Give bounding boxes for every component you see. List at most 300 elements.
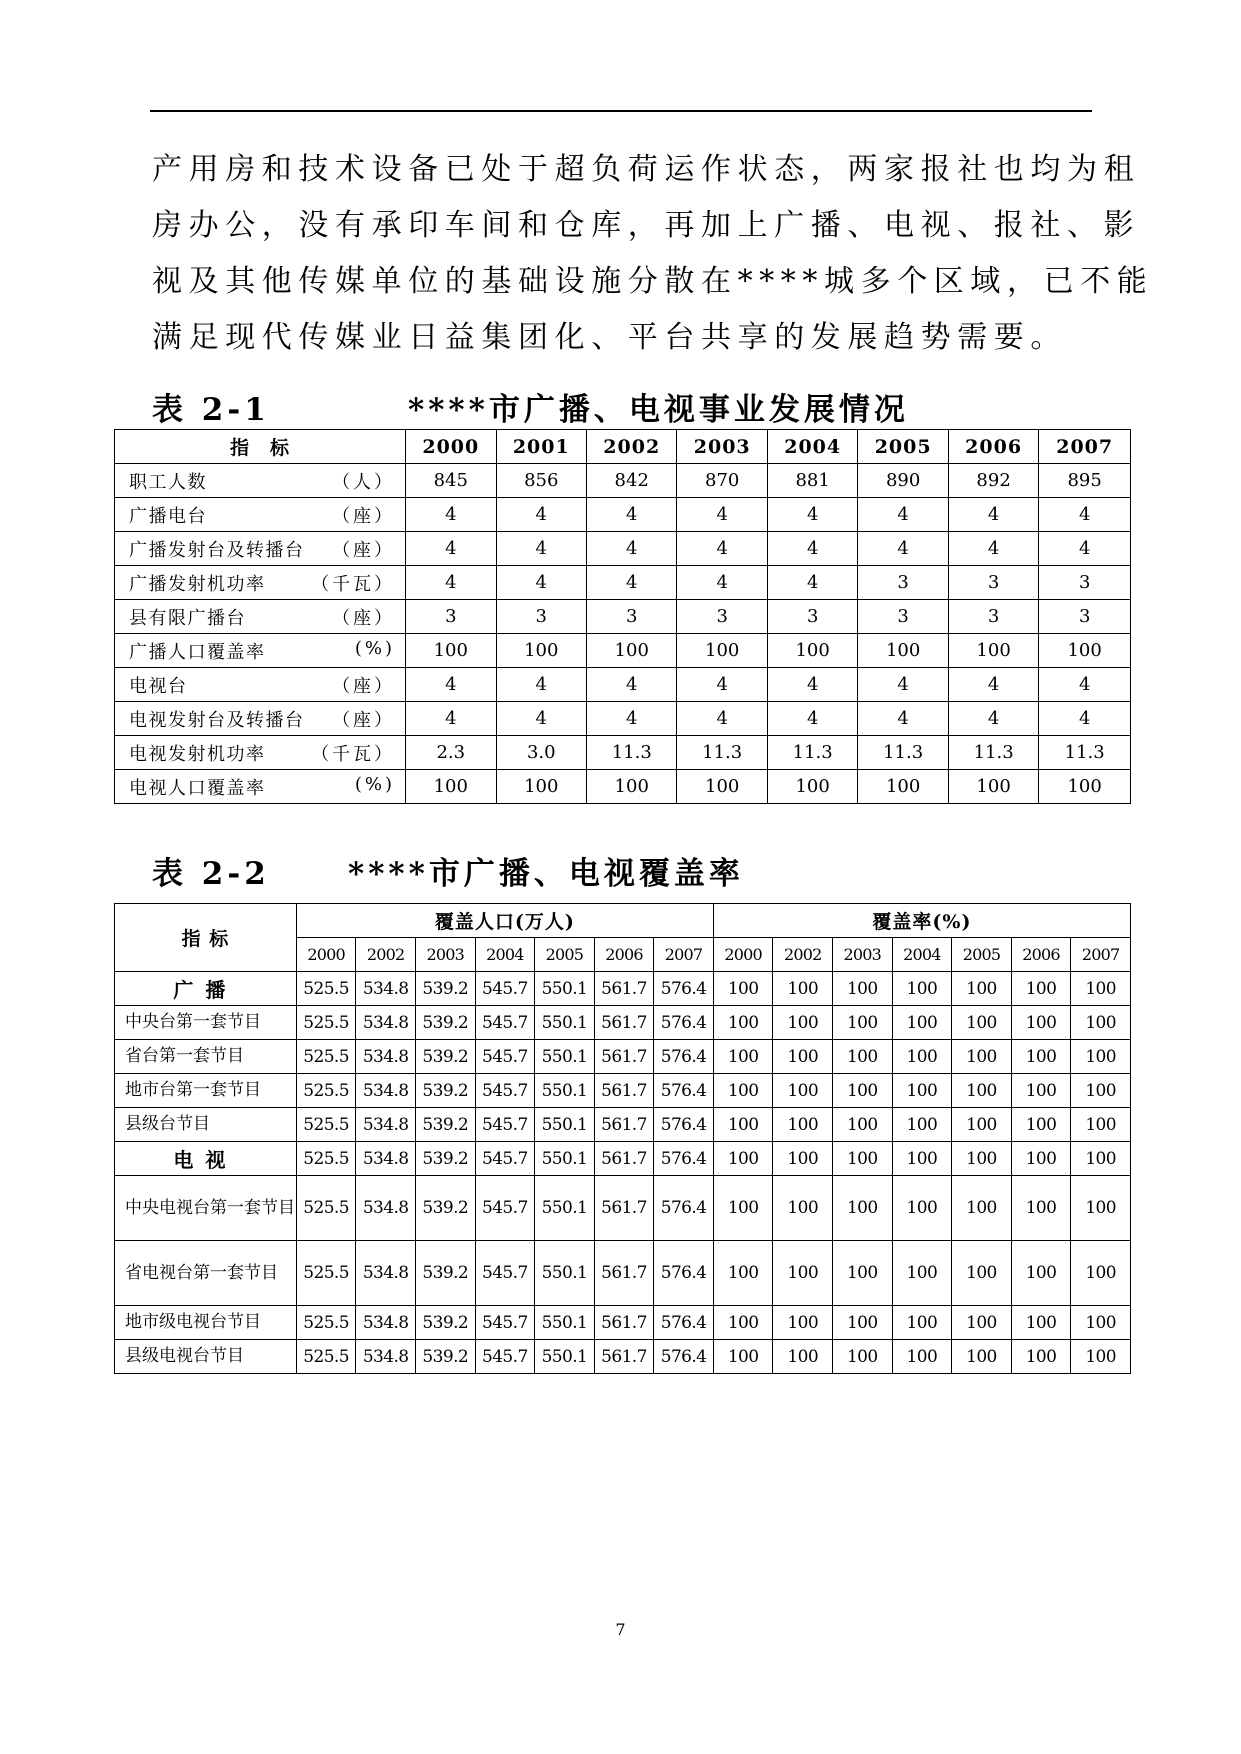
table-cell: 4 [767, 668, 857, 702]
row-label: 地市级电视台节目 [115, 1306, 297, 1340]
population-cell: 539.2 [415, 1241, 475, 1306]
population-cell: 525.5 [296, 972, 356, 1006]
table-cell: 3 [677, 600, 767, 634]
rate-cell: 100 [713, 1241, 773, 1306]
table-cell: 100 [406, 634, 496, 668]
row-label [115, 702, 406, 736]
table-cell: 3 [858, 566, 948, 600]
rate-cell: 100 [833, 1176, 893, 1241]
table-row [115, 702, 1131, 736]
population-cell: 539.2 [415, 1108, 475, 1142]
table-cell: 890 [858, 464, 948, 498]
table-cell: 100 [1039, 770, 1131, 804]
rate-cell: 100 [952, 1176, 1012, 1241]
table-cell: 870 [677, 464, 767, 498]
table-row [115, 668, 1131, 702]
rate-cell: 100 [952, 1074, 1012, 1108]
population-cell: 525.5 [296, 1074, 356, 1108]
row-name: 广播发射台及转播台 [129, 539, 305, 561]
population-cell: 525.5 [296, 1108, 356, 1142]
row-label: 中央台第一套节目 [115, 1006, 297, 1040]
table-cell: 100 [767, 634, 857, 668]
table-cell: 3 [1039, 566, 1131, 600]
rate-cell: 100 [1071, 1108, 1131, 1142]
rate-cell: 100 [713, 1176, 773, 1241]
rate-cell: 100 [713, 1108, 773, 1142]
row-unit: （座） [332, 539, 396, 561]
year-header: 2007 [1039, 430, 1131, 464]
rate-cell: 100 [892, 1340, 952, 1374]
rate-cell: 100 [1011, 1142, 1071, 1176]
population-cell: 561.7 [594, 1108, 654, 1142]
table-cell: 3 [406, 600, 496, 634]
table-cell: 4 [677, 532, 767, 566]
population-cell: 561.7 [594, 1142, 654, 1176]
table-cell: 3 [858, 600, 948, 634]
row-label: 省电视台第一套节目 [115, 1241, 297, 1306]
row-name: 广播电台 [129, 505, 207, 527]
year-header-population: 2000 [296, 938, 356, 972]
table-row [115, 1306, 1131, 1340]
table-cell: 3 [587, 600, 677, 634]
year-header: 2000 [406, 430, 496, 464]
row-unit: （千瓦） [311, 743, 396, 765]
population-cell: 550.1 [535, 1040, 595, 1074]
rate-cell: 100 [833, 1340, 893, 1374]
table-cell: 11.3 [587, 736, 677, 770]
population-cell: 539.2 [415, 1006, 475, 1040]
table-row [115, 566, 1131, 600]
population-cell: 561.7 [594, 1176, 654, 1241]
row-label [115, 464, 406, 498]
population-cell: 545.7 [475, 972, 535, 1006]
rate-cell: 100 [952, 1142, 1012, 1176]
year-header: 2003 [677, 430, 767, 464]
population-cell: 561.7 [594, 1074, 654, 1108]
rate-cell: 100 [1011, 1108, 1071, 1142]
year-header-population: 2004 [475, 938, 535, 972]
table2-caption-title: ****市广播、电视覆盖率 [348, 856, 744, 892]
table-cell: 4 [948, 668, 1038, 702]
table-cell: 4 [406, 566, 496, 600]
population-cell: 576.4 [654, 972, 714, 1006]
rate-cell: 100 [713, 1006, 773, 1040]
paragraph-line: 房办公，没有承印车间和仓库，再加上广播、电视、报社、影 [152, 208, 1141, 243]
population-cell: 576.4 [654, 1074, 714, 1108]
table-cell: 100 [1039, 634, 1131, 668]
population-cell: 576.4 [654, 1340, 714, 1374]
row-name: 广播人口覆盖率 [129, 641, 266, 663]
rate-cell: 100 [773, 1006, 833, 1040]
table-cell: 4 [496, 668, 586, 702]
table-cell: 4 [858, 532, 948, 566]
rate-cell: 100 [773, 1040, 833, 1074]
rate-cell: 100 [1071, 1176, 1131, 1241]
group-row-label: 广播 [115, 972, 297, 1006]
table-cell: 11.3 [948, 736, 1038, 770]
population-cell: 545.7 [475, 1074, 535, 1108]
rate-cell: 100 [1071, 1074, 1131, 1108]
rate-cell: 100 [713, 1142, 773, 1176]
row-unit: (%) [354, 637, 396, 659]
table-row [115, 1040, 1131, 1074]
table1-caption-title: ****市广播、电视事业发展情况 [408, 392, 909, 428]
population-cell: 550.1 [535, 1074, 595, 1108]
population-cell: 525.5 [296, 1241, 356, 1306]
table-cell: 100 [677, 634, 767, 668]
rate-cell: 100 [1011, 1340, 1071, 1374]
rate-cell: 100 [773, 1306, 833, 1340]
population-cell: 525.5 [296, 1340, 356, 1374]
table-cell: 4 [677, 668, 767, 702]
rate-cell: 100 [1071, 1340, 1131, 1374]
year-header-population: 2007 [654, 938, 714, 972]
table-cell: 11.3 [677, 736, 767, 770]
rate-cell: 100 [952, 972, 1012, 1006]
table-broadcast-tv-coverage [114, 903, 1131, 1374]
rate-cell: 100 [773, 1176, 833, 1241]
table-cell: 842 [587, 464, 677, 498]
rate-cell: 100 [1071, 1040, 1131, 1074]
rate-cell: 100 [892, 1306, 952, 1340]
table-cell: 11.3 [1039, 736, 1131, 770]
rate-cell: 100 [1071, 1241, 1131, 1306]
row-label [115, 668, 406, 702]
rate-cell: 100 [833, 1108, 893, 1142]
table-cell: 4 [496, 702, 586, 736]
population-cell: 539.2 [415, 1040, 475, 1074]
table-row [115, 1108, 1131, 1142]
population-cell: 545.7 [475, 1241, 535, 1306]
population-cell: 550.1 [535, 1241, 595, 1306]
population-cell: 550.1 [535, 1142, 595, 1176]
rate-cell: 100 [1011, 1176, 1071, 1241]
rate-cell: 100 [952, 1340, 1012, 1374]
table-row [115, 736, 1131, 770]
rate-cell: 100 [952, 1108, 1012, 1142]
rate-cell: 100 [773, 1074, 833, 1108]
rate-cell: 100 [952, 1241, 1012, 1306]
table-cell: 4 [1039, 668, 1131, 702]
year-header-population: 2006 [594, 938, 654, 972]
table-row [115, 1142, 1131, 1176]
row-label: 省台第一套节目 [115, 1040, 297, 1074]
rate-cell: 100 [1071, 1006, 1131, 1040]
population-cell: 534.8 [356, 1142, 416, 1176]
table-cell: 4 [948, 702, 1038, 736]
year-header: 2005 [858, 430, 948, 464]
population-cell: 534.8 [356, 1241, 416, 1306]
population-cell: 534.8 [356, 1006, 416, 1040]
row-name: 电视台 [129, 675, 188, 697]
table-cell: 100 [496, 634, 586, 668]
year-header-rate: 2007 [1071, 938, 1131, 972]
rate-cell: 100 [1071, 972, 1131, 1006]
table-cell: 11.3 [767, 736, 857, 770]
table-broadcast-tv-development [114, 429, 1131, 804]
rate-cell: 100 [833, 1142, 893, 1176]
table1-caption-number: 表 2-1 [152, 392, 270, 428]
paragraph-line: 视及其他传媒单位的基础设施分散在****城多个区域，已不能 [152, 264, 1154, 299]
population-cell: 525.5 [296, 1176, 356, 1241]
population-cell: 525.5 [296, 1142, 356, 1176]
year-header-rate: 2003 [833, 938, 893, 972]
row-unit: （人） [332, 471, 396, 493]
year-header-population: 2005 [535, 938, 595, 972]
table-row [115, 1006, 1131, 1040]
group-header-population: 覆盖人口(万人) [296, 904, 713, 938]
population-cell: 550.1 [535, 1108, 595, 1142]
table-cell: 2.3 [406, 736, 496, 770]
population-cell: 534.8 [356, 972, 416, 1006]
table-cell: 3 [496, 600, 586, 634]
table-cell: 856 [496, 464, 586, 498]
rate-cell: 100 [773, 1108, 833, 1142]
table-cell: 3 [1039, 600, 1131, 634]
rate-cell: 100 [892, 1108, 952, 1142]
table-cell: 4 [767, 566, 857, 600]
rate-cell: 100 [833, 1306, 893, 1340]
table-cell: 100 [587, 770, 677, 804]
year-header-population: 2003 [415, 938, 475, 972]
table-row [115, 498, 1131, 532]
column-header-indicator: 指 标 [115, 430, 406, 464]
paragraph-line: 满足现代传媒业日益集团化、平台共享的发展趋势需要。 [152, 320, 1067, 355]
rate-cell: 100 [833, 1241, 893, 1306]
year-header-rate: 2002 [773, 938, 833, 972]
row-unit: （座） [332, 709, 396, 731]
table-cell: 4 [406, 702, 496, 736]
rate-cell: 100 [713, 1040, 773, 1074]
population-cell: 576.4 [654, 1108, 714, 1142]
rate-cell: 100 [1071, 1306, 1131, 1340]
year-header-population: 2002 [356, 938, 416, 972]
population-cell: 550.1 [535, 1306, 595, 1340]
rate-cell: 100 [833, 1040, 893, 1074]
table-cell: 3 [767, 600, 857, 634]
row-label: 地市台第一套节目 [115, 1074, 297, 1108]
table-row [115, 972, 1131, 1006]
row-name: 广播发射机功率 [129, 573, 266, 595]
rate-cell: 100 [1011, 1241, 1071, 1306]
row-label: 中央电视台第一套节目 [115, 1176, 297, 1241]
table-row [115, 600, 1131, 634]
rate-cell: 100 [713, 1306, 773, 1340]
row-name: 职工人数 [129, 471, 207, 493]
population-cell: 576.4 [654, 1241, 714, 1306]
rate-cell: 100 [952, 1040, 1012, 1074]
rate-cell: 100 [892, 1241, 952, 1306]
table-row [115, 1074, 1131, 1108]
population-cell: 576.4 [654, 1006, 714, 1040]
year-header: 2004 [767, 430, 857, 464]
year-header-rate: 2005 [952, 938, 1012, 972]
rate-cell: 100 [892, 1142, 952, 1176]
table-cell: 4 [587, 532, 677, 566]
population-cell: 545.7 [475, 1306, 535, 1340]
row-name: 电视人口覆盖率 [129, 777, 266, 799]
rate-cell: 100 [773, 1340, 833, 1374]
population-cell: 545.7 [475, 1108, 535, 1142]
rate-cell: 100 [833, 972, 893, 1006]
group-header-rate: 覆盖率(%) [713, 904, 1130, 938]
table-cell: 3.0 [496, 736, 586, 770]
row-unit: （座） [332, 607, 396, 629]
table-header-row [115, 430, 1131, 464]
table-cell: 4 [1039, 702, 1131, 736]
row-label [115, 770, 406, 804]
row-unit: （座） [332, 675, 396, 697]
table-cell: 100 [677, 770, 767, 804]
table-cell: 4 [767, 498, 857, 532]
table-row [115, 464, 1131, 498]
population-cell: 561.7 [594, 1040, 654, 1074]
population-cell: 576.4 [654, 1142, 714, 1176]
table-cell: 4 [496, 566, 586, 600]
table-group-header-row [115, 904, 1131, 938]
rate-cell: 100 [892, 1040, 952, 1074]
table-cell: 100 [496, 770, 586, 804]
table-cell: 4 [496, 498, 586, 532]
table-row [115, 634, 1131, 668]
population-cell: 561.7 [594, 1306, 654, 1340]
row-name: 县有限广播台 [129, 607, 246, 629]
table-cell: 4 [677, 498, 767, 532]
rate-cell: 100 [773, 1142, 833, 1176]
row-name: 电视发射台及转播台 [129, 709, 305, 731]
population-cell: 576.4 [654, 1306, 714, 1340]
rate-cell: 100 [1011, 972, 1071, 1006]
rate-cell: 100 [892, 1006, 952, 1040]
population-cell: 550.1 [535, 972, 595, 1006]
population-cell: 539.2 [415, 972, 475, 1006]
rate-cell: 100 [892, 972, 952, 1006]
table-cell: 3 [948, 600, 1038, 634]
rate-cell: 100 [952, 1006, 1012, 1040]
row-label: 县级台节目 [115, 1108, 297, 1142]
population-cell: 550.1 [535, 1340, 595, 1374]
body-paragraph [152, 142, 1154, 366]
column-header-indicator: 指 标 [115, 904, 297, 972]
table-cell: 100 [948, 770, 1038, 804]
year-header: 2006 [948, 430, 1038, 464]
table-cell: 4 [858, 668, 948, 702]
row-unit: （座） [332, 505, 396, 527]
table-row [115, 1241, 1131, 1306]
population-cell: 576.4 [654, 1176, 714, 1241]
table-cell: 4 [858, 702, 948, 736]
table-cell: 3 [948, 566, 1038, 600]
population-cell: 534.8 [356, 1306, 416, 1340]
table-cell: 4 [1039, 532, 1131, 566]
row-unit: (%) [354, 773, 396, 795]
row-label [115, 566, 406, 600]
year-header: 2001 [496, 430, 586, 464]
table-cell: 100 [767, 770, 857, 804]
table-cell: 4 [948, 498, 1038, 532]
table-cell: 4 [406, 498, 496, 532]
population-cell: 545.7 [475, 1176, 535, 1241]
table-cell: 100 [858, 770, 948, 804]
population-cell: 545.7 [475, 1006, 535, 1040]
rate-cell: 100 [1011, 1040, 1071, 1074]
population-cell: 539.2 [415, 1176, 475, 1241]
population-cell: 561.7 [594, 1241, 654, 1306]
table-cell: 4 [587, 668, 677, 702]
row-label [115, 736, 406, 770]
rate-cell: 100 [952, 1306, 1012, 1340]
population-cell: 545.7 [475, 1340, 535, 1374]
rate-cell: 100 [773, 972, 833, 1006]
rate-cell: 100 [713, 972, 773, 1006]
population-cell: 545.7 [475, 1040, 535, 1074]
population-cell: 561.7 [594, 972, 654, 1006]
table-cell: 4 [406, 668, 496, 702]
population-cell: 525.5 [296, 1006, 356, 1040]
table-cell: 100 [587, 634, 677, 668]
population-cell: 539.2 [415, 1142, 475, 1176]
population-cell: 534.8 [356, 1040, 416, 1074]
row-label [115, 600, 406, 634]
population-cell: 534.8 [356, 1108, 416, 1142]
population-cell: 525.5 [296, 1306, 356, 1340]
row-label [115, 634, 406, 668]
population-cell: 545.7 [475, 1142, 535, 1176]
population-cell: 550.1 [535, 1176, 595, 1241]
population-cell: 539.2 [415, 1340, 475, 1374]
rate-cell: 100 [1011, 1306, 1071, 1340]
rate-cell: 100 [773, 1241, 833, 1306]
year-header: 2002 [587, 430, 677, 464]
table-cell: 4 [587, 498, 677, 532]
rate-cell: 100 [1011, 1006, 1071, 1040]
table-cell: 4 [587, 566, 677, 600]
row-name: 电视发射机功率 [129, 743, 266, 765]
page-number: 7 [615, 1620, 626, 1639]
population-cell: 561.7 [594, 1006, 654, 1040]
year-header-rate: 2000 [713, 938, 773, 972]
rate-cell: 100 [1071, 1142, 1131, 1176]
table-cell: 4 [1039, 498, 1131, 532]
table-cell: 4 [767, 532, 857, 566]
paragraph-line: 产用房和技术设备已处于超负荷运作状态，两家报社也均为租 [152, 152, 1141, 187]
rate-cell: 100 [892, 1176, 952, 1241]
year-header-rate: 2006 [1011, 938, 1071, 972]
population-cell: 539.2 [415, 1306, 475, 1340]
table-cell: 4 [406, 532, 496, 566]
table-cell: 4 [677, 566, 767, 600]
population-cell: 534.8 [356, 1176, 416, 1241]
table-cell: 892 [948, 464, 1038, 498]
population-cell: 539.2 [415, 1074, 475, 1108]
population-cell: 576.4 [654, 1040, 714, 1074]
population-cell: 534.8 [356, 1074, 416, 1108]
rate-cell: 100 [892, 1074, 952, 1108]
table2-caption-number: 表 2-2 [152, 856, 270, 892]
table-cell: 895 [1039, 464, 1131, 498]
table-cell: 11.3 [858, 736, 948, 770]
row-label [115, 532, 406, 566]
table-row [115, 1340, 1131, 1374]
row-unit: （千瓦） [311, 573, 396, 595]
table-cell: 4 [677, 702, 767, 736]
table-row [115, 770, 1131, 804]
row-label: 县级电视台节目 [115, 1340, 297, 1374]
rate-cell: 100 [713, 1340, 773, 1374]
table-cell: 100 [858, 634, 948, 668]
table-cell: 4 [587, 702, 677, 736]
table-cell: 4 [858, 498, 948, 532]
